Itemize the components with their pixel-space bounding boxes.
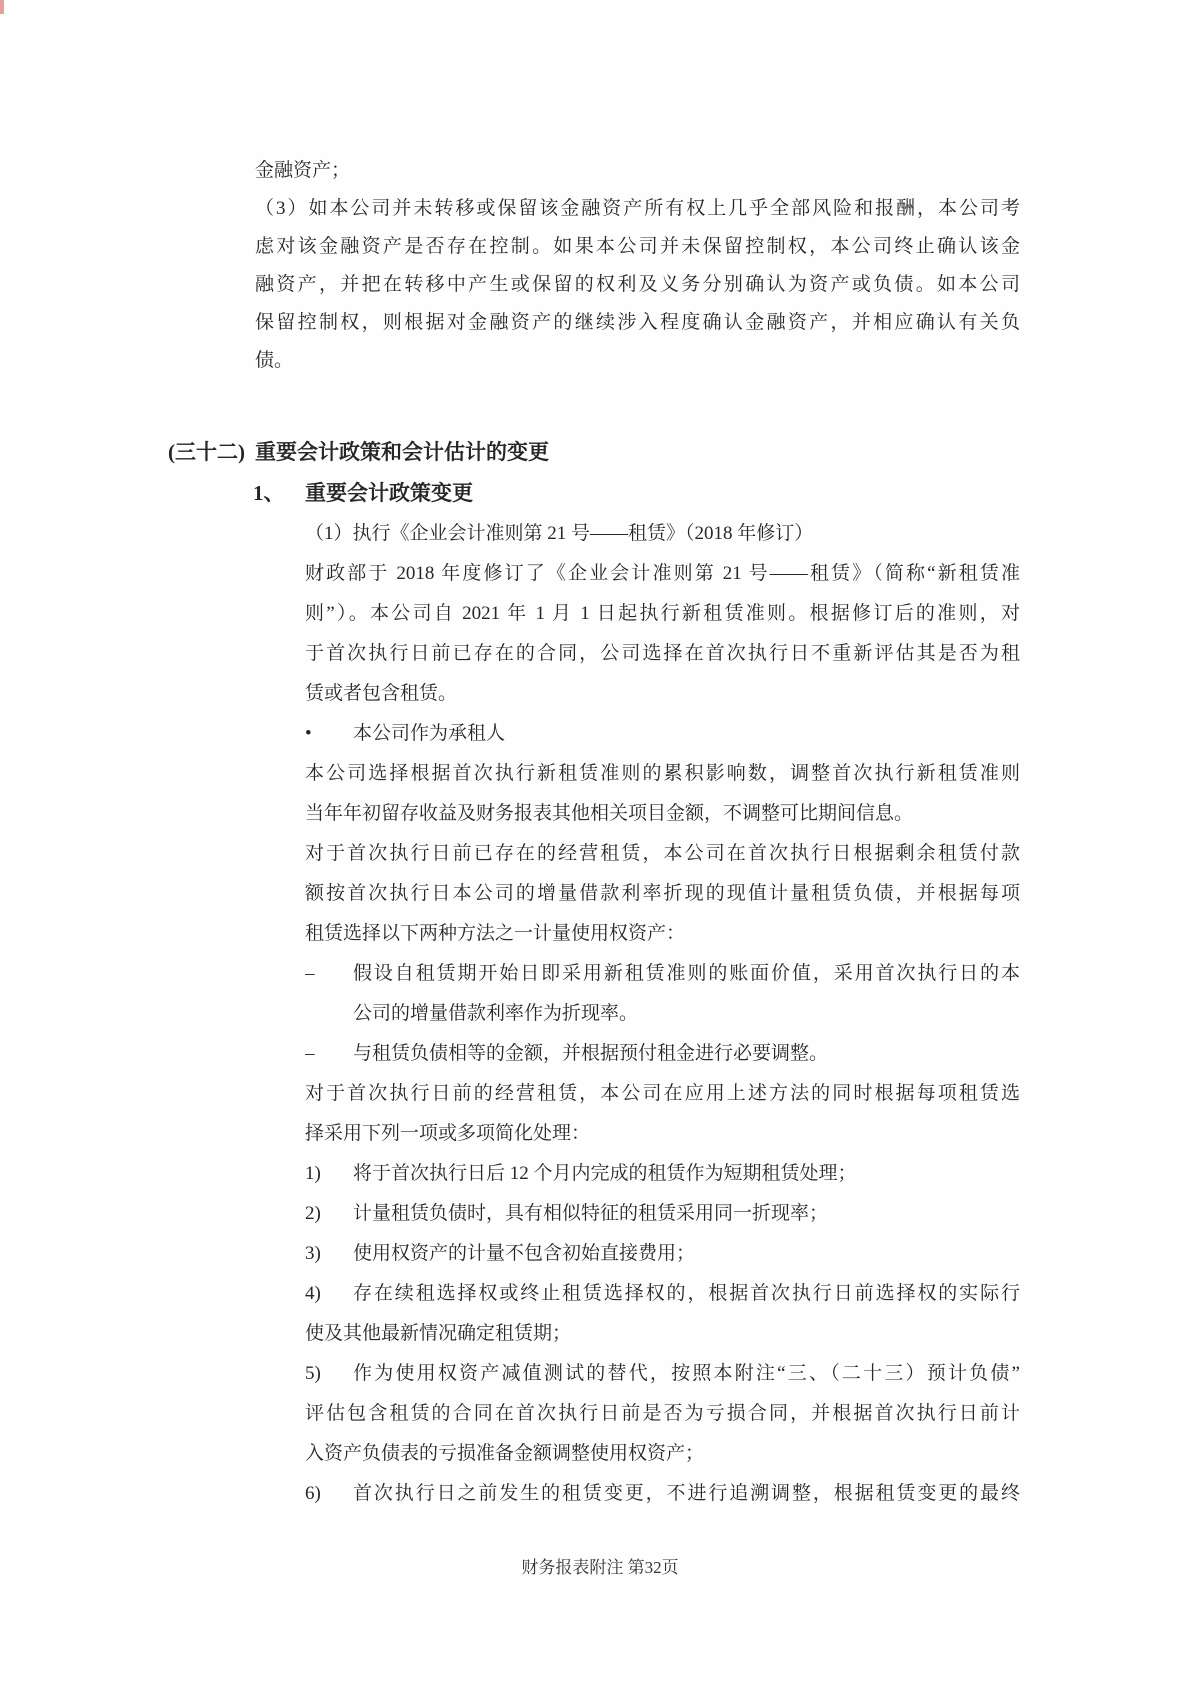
text-line: 公司的增量借款利率作为折现率。 [353, 1003, 639, 1024]
text-line: 入资产负债表的亏损准备金额调整使用权资产； [305, 1443, 705, 1464]
text-line: 与租赁负债相等的金额，并根据预付租金进行必要调整。 [353, 1043, 829, 1064]
bullet-item-lessee [305, 714, 1020, 754]
dash-icon: – [305, 1043, 315, 1064]
text-line: 当年年初留存收益及财务报表其他相关项目金额，不调整可比期间信息。 [305, 803, 914, 824]
dash-item-method1 [305, 954, 1020, 1034]
text-line: 对于首次执行日前的经营租赁，本公司在应用上述方法的同时根据每项租赁选 [305, 1083, 1020, 1104]
policy-change-content [305, 514, 1020, 1514]
item-number: 6) [305, 1483, 321, 1504]
text-line: 使及其他最新情况确定租赁期； [305, 1323, 572, 1344]
page-footer: 财务报表附注 第32页 [521, 1558, 679, 1577]
text-line: 假设自租赁期开始日即采用新租赁准则的账面价值，采用首次执行日的本 [353, 963, 1020, 984]
item-number: 1) [305, 1163, 321, 1184]
item-text: 作为使用权资产减值测试的替代，按照本附注“三、（二十三）预计负债” [353, 1363, 1020, 1384]
item-number: 4) [305, 1283, 321, 1304]
bullet-icon: • [305, 723, 312, 744]
text-line: 虑对该金融资产是否存在控制。如果本公司并未保留控制权，本公司终止确认该金 [255, 236, 1020, 257]
prior-section-block [255, 152, 1020, 380]
text-line: 择采用下列一项或多项简化处理： [305, 1123, 591, 1144]
item-text: 将于首次执行日后 12 个月内完成的租赁作为短期租赁处理； [353, 1163, 857, 1184]
numbered-item-1 [305, 1154, 1020, 1194]
item-text: 首次执行日之前发生的租赁变更，不进行追溯调整，根据租赁变更的最终 [353, 1483, 1020, 1504]
scan-artifact [0, 0, 4, 14]
bullet-text: 本公司作为承租人 [353, 723, 506, 744]
item-text: 计量租赁负债时，具有相似特征的租赁采用同一折现率； [353, 1203, 829, 1224]
item-number: 5) [305, 1363, 321, 1384]
text-line: 保留控制权，则根据对金融资产的继续涉入程度确认金融资产，并相应确认有关负 [255, 312, 1020, 333]
numbered-item-5 [305, 1354, 1020, 1474]
numbered-item-2 [305, 1194, 1020, 1234]
numbered-item-4 [305, 1274, 1020, 1354]
section-number: (三十二) [168, 440, 245, 464]
paragraph-derecognition [255, 190, 1020, 380]
item-text: 使用权资产的计量不包含初始直接费用； [353, 1243, 696, 1264]
item-number: 2) [305, 1203, 321, 1224]
text-line: 赁或者包含租赁。 [305, 683, 458, 704]
numbered-item-6 [305, 1474, 1020, 1514]
dash-icon: – [305, 963, 315, 984]
text-line: 对于首次执行日前已存在的经营租赁，本公司在首次执行日根据剩余租赁付款 [305, 843, 1020, 864]
paragraph-simplifications [305, 1074, 1020, 1154]
paragraph-standard-intro [305, 554, 1020, 714]
subsection-title: 重要会计政策变更 [305, 481, 473, 505]
subsection-number: 1、 [253, 481, 285, 505]
paragraph-tail-line: 金融资产； [255, 160, 351, 181]
item-text: 存在续租选择权或终止租赁选择权的，根据首次执行日前选择权的实际行 [353, 1283, 1020, 1304]
text-line: 融资产，并把在转移中产生或保留的权利及义务分别确认为资产或负债。如本公司 [255, 274, 1020, 295]
text-line: 债。 [255, 350, 294, 371]
paragraph-measurement [305, 834, 1020, 954]
dash-item-method2 [305, 1034, 1020, 1074]
text-line: 评估包含租赁的合同在首次执行日前是否为亏损合同，并根据首次执行日前计 [305, 1403, 1020, 1424]
caption-lease-standard: （1）执行《企业会计准则第 21 号——租赁》（2018 年修订） [305, 523, 814, 544]
text-line: 财政部于 2018 年度修订了《企业会计准则第 21 号——租赁》（简称“新租赁准 [305, 563, 1020, 584]
section-heading [168, 431, 549, 473]
text-line: 则”）。本公司自 2021 年 1 月 1 日起执行新租赁准则。根据修订后的准则，对 [305, 603, 1020, 624]
numbered-item-3 [305, 1234, 1020, 1274]
text-line: 于首次执行日前已存在的合同，公司选择在首次执行日不重新评估其是否为租 [305, 643, 1020, 664]
subsection-heading [253, 472, 473, 514]
section-title: 重要会计政策和会计估计的变更 [255, 440, 549, 464]
text-line: 额按首次执行日本公司的增量借款利率折现的现值计量租赁负债，并根据每项 [305, 883, 1020, 904]
text-line: （3）如本公司并未转移或保留该金融资产所有权上几乎全部风险和报酬，本公司考 [255, 198, 1020, 219]
text-line: 租赁选择以下两种方法之一计量使用权资产： [305, 923, 686, 944]
item-number: 3) [305, 1243, 321, 1264]
text-line: 本公司选择根据首次执行新租赁准则的累积影响数，调整首次执行新租赁准则 [305, 763, 1020, 784]
paragraph-cumulative-effect [305, 754, 1020, 834]
